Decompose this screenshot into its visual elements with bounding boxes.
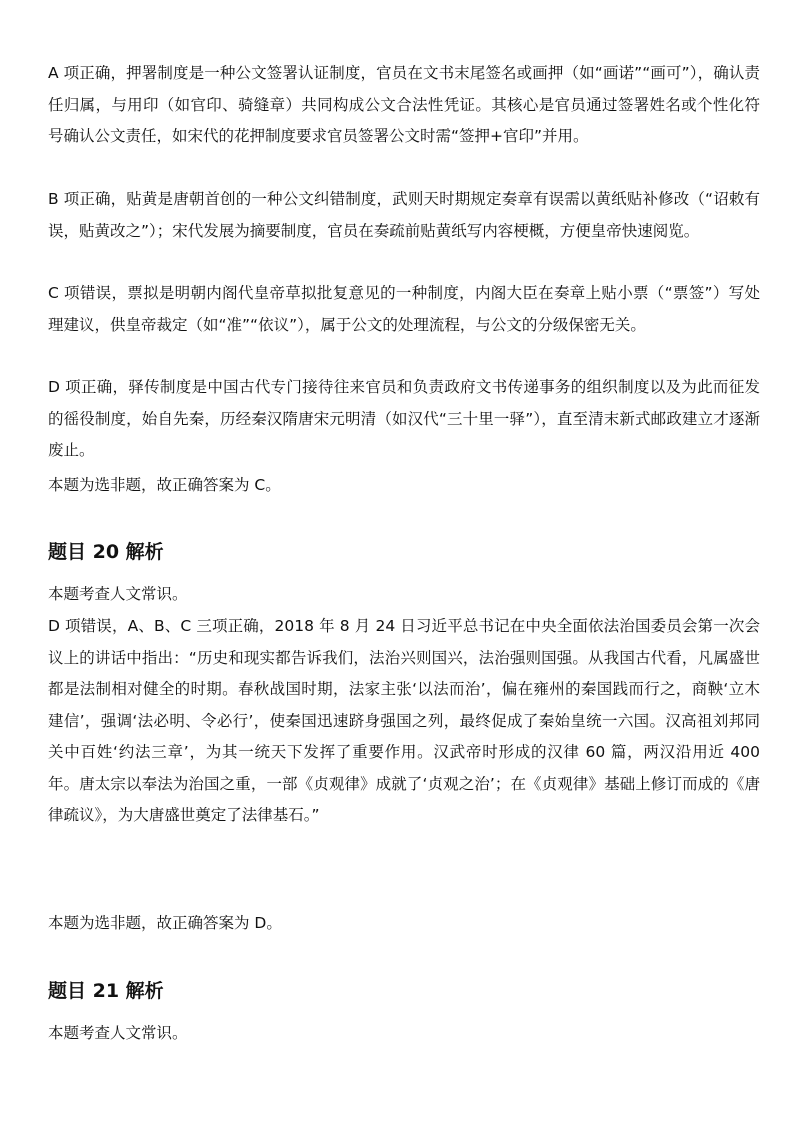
q20-intro: 本题考查人文常识。 (48, 585, 188, 603)
q19-option-c-explanation: C 项错误，票拟是明朝内阁代皇帝草拟批复意见的一种制度，内阁大臣在奏章上贴小票（“票签”）写处理建议，供皇帝裁定（如“准”“依议”），属于公文的处理流程，与公文的分级保密无关。 (48, 284, 760, 334)
q19-option-b-explanation: B 项正确，贴黄是唐朝首创的一种公文纠错制度，武则天时期规定奏章有误需以黄纸贴补修改（“诏敕有误，贴黄改之”）；宋代发展为摘要制度，官员在奏疏前贴黄纸写内容梗概，方便皇帝快速阅览。 (48, 190, 760, 240)
q20-conclusion: 本题为选非题，故正确答案为 D。 (48, 914, 282, 932)
q20-heading: 题目 20 解析 (48, 541, 164, 563)
q19-option-d-explanation: D 项正确，驿传制度是中国古代专门接待往来官员和负责政府文书传递事务的组织制度以及为此而征发的徭役制度，始自先秦，历经秦汉隋唐宋元明清（如汉代“三十里一驿”），直至清末新式邮政建立才逐渐废止。 (48, 378, 760, 459)
q20-body: D 项错误，A、B、C 三项正确，2018 年 8 月 24 日习近平总书记在中央全面依法治国委员会第一次会议上的讲话中指出：“历史和现实都告诉我们，法治兴则国兴，法治强则国强。从我国古代看，凡属盛世都是法制相对健全的时期。春秋战国时期，法家主张‘以法而治’，偏在雍州的秦国践而行之，商鞅‘立木建信’，强调‘法必明、令必行’，使秦国迅速跻身强国之列，最终促成了秦始皇统一六国。汉高祖刘邦同关中百姓‘约法三章’，为其一统天下发挥了重要作用。汉武帝时形成的汉律 60 篇，两汉沿用近 400 年。唐太宗以奉法为治国之重，一部《贞观律》成就了‘贞观之治’；在《贞观律》基础上修订而成的《唐律疏议》，为大唐盛世奠定了法律基石。” (48, 617, 760, 824)
q19-option-a-explanation: A 项正确，押署制度是一种公文签署认证制度，官员在文书末尾签名或画押（如“画诺”“画可”），确认责任归属，与用印（如官印、骑缝章）共同构成公文合法性凭证。其核心是官员通过签署姓名或个性化符号确认公文责任，如宋代的花押制度要求官员签署公文时需“签押+官印”并用。 (48, 64, 760, 145)
q21-intro: 本题考查人文常识。 (48, 1024, 188, 1042)
q21-heading: 题目 21 解析 (48, 980, 164, 1002)
q19-conclusion: 本题为选非题，故正确答案为 C。 (48, 476, 281, 494)
